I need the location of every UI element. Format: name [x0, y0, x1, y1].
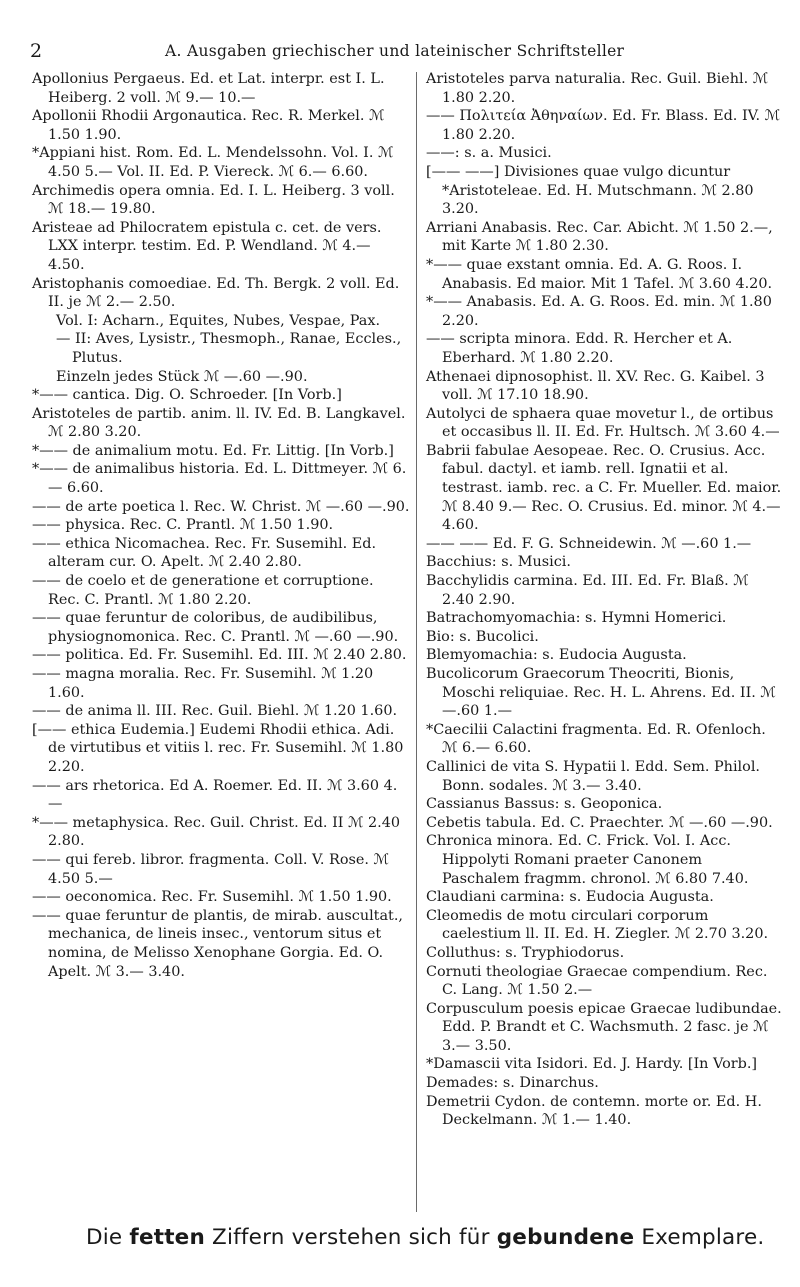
catalog-entry: *Appiani hist. Rom. Ed. L. Mendelssohn. Vol. I. ℳ 4.50 5.— Vol. II. Ed. P. Viereck. ℳ 6.— 6.60. — [32, 145, 394, 180]
catalog-entry: *—— de animalium motu. Ed. Fr. Littig. [In Vorb.] — [32, 442, 394, 459]
catalog-entry: [—— ethica Eudemia.] Eudemi Rhodii ethica. Adi. de virtutibus et vitiis l. rec. Fr. Susemihl. ℳ 1.80 2.20. — [32, 721, 404, 775]
catalog-entry: —— ethica Nicomachea. Rec. Fr. Susemihl. Ed. alteram cur. O. Apelt. ℳ 2.40 2.80. — [32, 535, 377, 571]
catalog-entry: Chronica minora. Ed. C. Frick. Vol. I. Acc. Hippolyti Romani praeter Canonem Paschalem fragmm. chronol. ℳ 6.80 7.40. — [426, 833, 749, 887]
catalog-entry: —— —— Ed. F. G. Schneidewin. ℳ —.60 1.— — [426, 535, 752, 552]
catalog-entry: Apollonius Pergaeus. Ed. et Lat. interpr. est I. L. Heiberg. 2 voll. ℳ 9.— 10.— — [32, 71, 385, 106]
footer-text-1: Die — [86, 1225, 130, 1250]
catalog-entry: Autolyci de sphaera quae movetur l., de ortibus et occasibus ll. II. Ed. Fr. Hultsch. ℳ 3.60 4.— — [426, 405, 780, 441]
catalog-entry: Aristoteles parva naturalia. Rec. Guil. Biehl. ℳ 1.80 2.20. — [426, 71, 769, 106]
catalog-entry: —— politica. Ed. Fr. Susemihl. Ed. III. ℳ 2.40 2.80. — [32, 647, 407, 664]
catalog-entry: Aristeae ad Philocratem epistula c. cet. de vers. LXX interpr. testim. Ed. P. Wendland. ℳ 4.— 4.50. — [32, 219, 382, 273]
catalog-entry: Cornuti theologiae Graecae compendium. Rec. C. Lang. ℳ 1.50 2.— — [426, 963, 768, 999]
catalog-entry: *—— metaphysica. Rec. Guil. Christ. Ed. II ℳ 2.40 2.80. — [32, 814, 401, 850]
catalog-entry: Archimedis opera omnia. Ed. I. L. Heiberg. 3 voll. ℳ 18.— 19.80. — [32, 182, 395, 218]
catalog-entry: Cassianus Bassus: s. Geoponica. — [426, 796, 663, 813]
footer-bold-2: gebundene — [496, 1225, 635, 1250]
catalog-entry: Bacchius: s. Musici. — [426, 554, 571, 571]
catalog-entry: Bacchylidis carmina. Ed. III. Ed. Fr. Blaß. ℳ 2.40 2.90. — [426, 573, 749, 608]
catalog-entry: Babrii fabulae Aesopeae. Rec. O. Crusius. Acc. fabul. dactyl. et iamb. rell. Ignatii et al. testrast. iamb. rec. a C. Fr. Mueller. Ed. maior. ℳ 8.40 9.— Rec. O. Crusius. Ed. minor. ℳ 4.— 4.60. — [426, 442, 782, 534]
footer-text-2: Ziffern verstehen sich für — [204, 1225, 497, 1250]
catalog-entry: Einzeln jedes Stück ℳ —.60 —.90. — [56, 368, 308, 385]
page-number: 2 — [30, 40, 43, 62]
catalog-entry: —— qui fereb. libror. fragmenta. Coll. V. Rose. ℳ 4.50 5.— — [32, 851, 389, 887]
catalog-entry: *—— cantica. Dig. O. Schroeder. [In Vorb.] — [32, 387, 342, 404]
catalog-entry: *—— Anabasis. Ed. A. G. Roos. Ed. min. ℳ 1.80 2.20. — [426, 294, 772, 329]
catalog-entry: —— scripta minora. Edd. R. Hercher et A. Eberhard. ℳ 1.80 2.20. — [426, 331, 733, 366]
catalog-entry: *—— quae exstant omnia. Ed. A. G. Roos. I. Anabasis. Ed maior. Mit 1 Tafel. ℳ 3.60 4.20. — [426, 256, 773, 292]
running-title: A. Ausgaben griechischer und lateinischer Schriftsteller — [165, 42, 625, 60]
catalog-entry: Claudiani carmina: s. Eudocia Augusta. — [426, 889, 714, 906]
column-divider — [416, 72, 417, 1212]
catalog-entry: Corpusculum poesis epicae Graecae ludibundae. Edd. P. Brandt et C. Wachsmuth. 2 fasc. je ℳ 3.— 3.50. — [426, 1000, 782, 1054]
left-column — [32, 70, 410, 1220]
catalog-entry: —— de anima ll. III. Rec. Guil. Biehl. ℳ 1.20 1.60. — [32, 703, 398, 720]
catalog-entry: —— physica. Rec. C. Prantl. ℳ 1.50 1.90. — [32, 517, 334, 534]
right-column — [426, 70, 782, 1220]
catalog-entry: Demetrii Cydon. de contemn. morte or. Ed. H. Deckelmann. ℳ 1.— 1.40. — [426, 1093, 762, 1129]
catalog-entry: Vol. I: Acharn., Equites, Nubes, Vespae, Pax. — [56, 312, 381, 329]
footer-text-3: Exemplare. — [634, 1225, 765, 1250]
catalog-entry: Batrachomyomachia: s. Hymni Homerici. — [426, 610, 727, 627]
catalog-entry: Arriani Anabasis. Rec. Car. Abicht. ℳ 1.50 2.—, mit Karte ℳ 1.80 2.30. — [426, 219, 773, 255]
footer-bold-1: fetten — [129, 1225, 205, 1250]
catalog-entry: —— de arte poetica l. Rec. W. Christ. ℳ —.60 —.90. — [32, 498, 410, 515]
catalog-entry: Athenaei dipnosophist. ll. XV. Rec. G. Kaibel. 3 voll. ℳ 17.10 18.90. — [426, 368, 765, 404]
catalog-entry: *Damascii vita Isidori. Ed. J. Hardy. [In Vorb.] — [426, 1056, 758, 1073]
catalog-entry: Cebetis tabula. Ed. C. Praechter. ℳ —.60 —.90. — [426, 814, 773, 831]
catalog-entry: Colluthus: s. Tryphiodorus. — [426, 944, 625, 961]
catalog-entry: ——: s. a. Musici. — [426, 145, 552, 162]
catalog-entry: —— quae feruntur de coloribus, de audibilibus, physiognomonica. Rec. C. Prantl. ℳ —.60 —.90. — [32, 610, 399, 645]
catalog-entry: Apollonii Rhodii Argonautica. Rec. R. Merkel. ℳ 1.50 1.90. — [32, 108, 385, 143]
catalog-entry: —— Πολιτεία Ἀθηναίων. Ed. Fr. Blass. Ed. IV. ℳ 1.80 2.20. — [426, 108, 781, 143]
catalog-entry: —— de coelo et de generatione et corruptione. Rec. C. Prantl. ℳ 1.80 2.20. — [32, 573, 374, 608]
catalog-entry: Cleomedis de motu circulari corporum caelestium ll. II. Ed. H. Ziegler. ℳ 2.70 3.20. — [426, 907, 769, 943]
catalog-entry: —— ars rhetorica. Ed A. Roemer. Ed. II. ℳ 3.60 4.— — [32, 777, 398, 813]
catalog-entry: — II: Aves, Lysistr., Thesmoph., Ranae, Eccles., Plutus. — [56, 331, 402, 366]
catalog-entry: —— magna moralia. Rec. Fr. Susemihl. ℳ 1.20 1.60. — [32, 666, 374, 701]
catalog-entry: Demades: s. Dinarchus. — [426, 1075, 599, 1092]
catalog-entry: Aristoteles de partib. anim. ll. IV. Ed. B. Langkavel. ℳ 2.80 3.20. — [32, 405, 406, 441]
catalog-entry: Bio: s. Bucolici. — [426, 628, 539, 645]
footer-note — [86, 1225, 786, 1250]
catalog-entry: *—— de animalibus historia. Ed. L. Dittmeyer. ℳ 6.— 6.60. — [32, 461, 407, 497]
catalog-entry: —— oeconomica. Rec. Fr. Susemihl. ℳ 1.50 1.90. — [32, 889, 392, 906]
catalog-entry: Aristophanis comoediae. Ed. Th. Bergk. 2 voll. Ed. II. je ℳ 2.— 2.50. — [32, 275, 400, 311]
page-header — [30, 36, 770, 62]
catalog-entry: Callinici de vita S. Hypatii l. Edd. Sem. Philol. Bonn. sodales. ℳ 3.— 3.40. — [426, 758, 760, 794]
catalog-entry: —— quae feruntur de plantis, de mirab. auscultat., mechanica, de lineis insec., ventorum situs et nomina, de Melisso Xenophane Gorgia. Ed. O. Apelt. ℳ 3.— 3.40. — [32, 907, 403, 980]
catalog-entry: *Caecilii Calactini fragmenta. Ed. R. Ofenloch. ℳ 6.— 6.60. — [426, 721, 766, 757]
catalog-entry: Blemyomachia: s. Eudocia Augusta. — [426, 647, 687, 664]
catalog-entry: [—— ——] Divisiones quae vulgo dicuntur *Aristoteleae. Ed. H. Mutschmann. ℳ 2.80 3.20. — [426, 163, 754, 218]
catalog-entry: Bucolicorum Graecorum Theocriti, Bionis, Moschi reliquiae. Rec. H. L. Ahrens. Ed. II. ℳ —.60 1.— — [426, 666, 776, 720]
